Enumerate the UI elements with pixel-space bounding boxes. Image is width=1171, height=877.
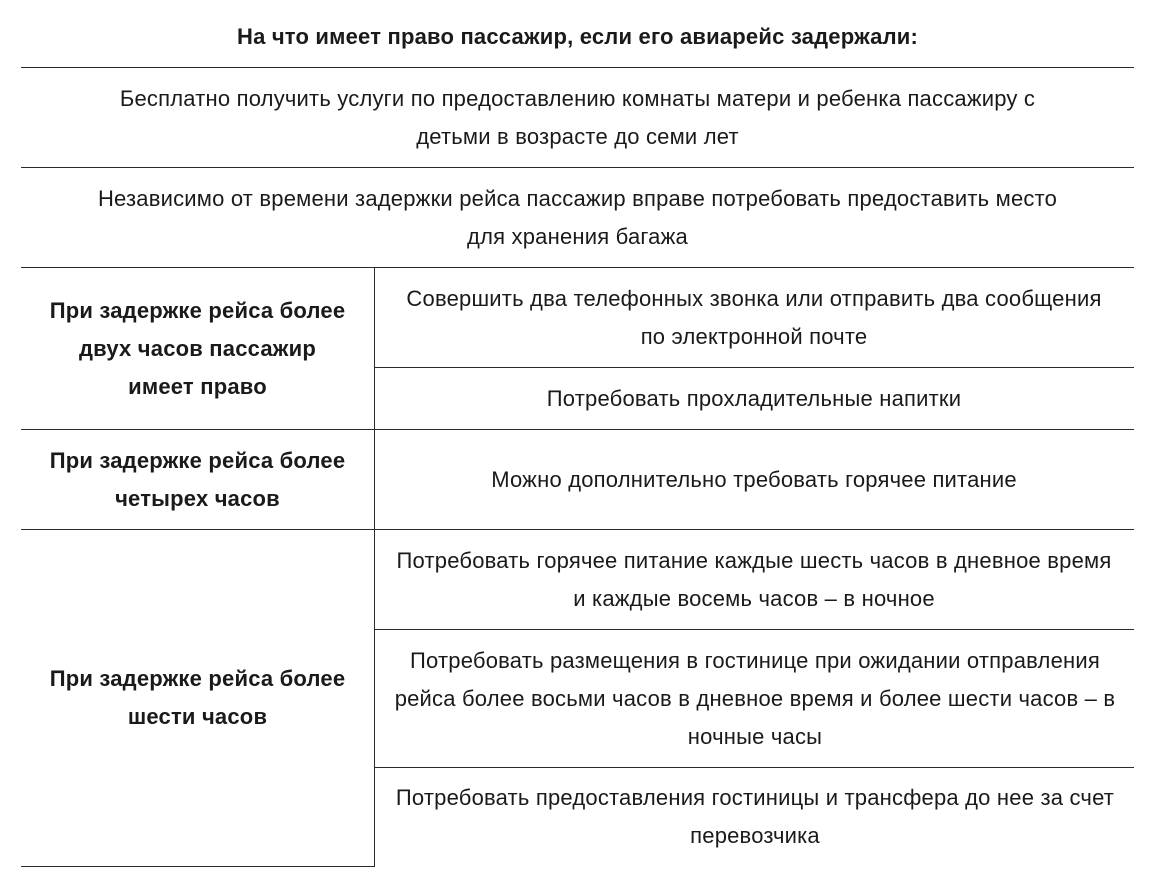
row-baggage-storage: Независимо от времени задержки рейса пассажир вправе потребовать предоставить место для хранения багажа — [97, 185, 1058, 249]
right-hot-meal: Можно дополнительно требовать горячее питание — [491, 466, 1017, 492]
condition-four-hours: При задержке рейса более четырех часов — [49, 447, 346, 511]
row-mother-child-room: Бесплатно получить услуги по предоставлению комнаты матери и ребенка пассажиру с детьми в возрасте до семи лет — [119, 85, 1036, 149]
table-title: На что имеет право пассажир, если его авиарейс задержали: — [236, 24, 918, 49]
right-hotel-transfer: Потребовать предоставления гостиницы и трансфера до нее за счет перевозчика — [395, 785, 1115, 848]
column-divider — [374, 267, 375, 866]
condition-six-hours: При задержке рейса более шести часов — [49, 666, 346, 729]
right-cold-drinks: Потребовать прохладительные напитки — [546, 385, 962, 411]
rule-bottom — [21, 866, 375, 867]
right-hotel-accommodation: Потребовать размещения в гостинице при ожидании отправления рейса более восьми часов в дневное время и более шести часов – в ночные часы — [394, 647, 1116, 749]
right-two-calls: Совершить два телефонных звонка или отправить два сообщения по электронной почте — [406, 285, 1102, 349]
right-hot-meal-schedule: Потребовать горячее питание каждые шесть часов в дневное время и каждые восемь часов – в ночное — [396, 547, 1112, 611]
condition-two-hours: При задержке рейса более двух часов пассажир имеет право — [49, 297, 346, 399]
